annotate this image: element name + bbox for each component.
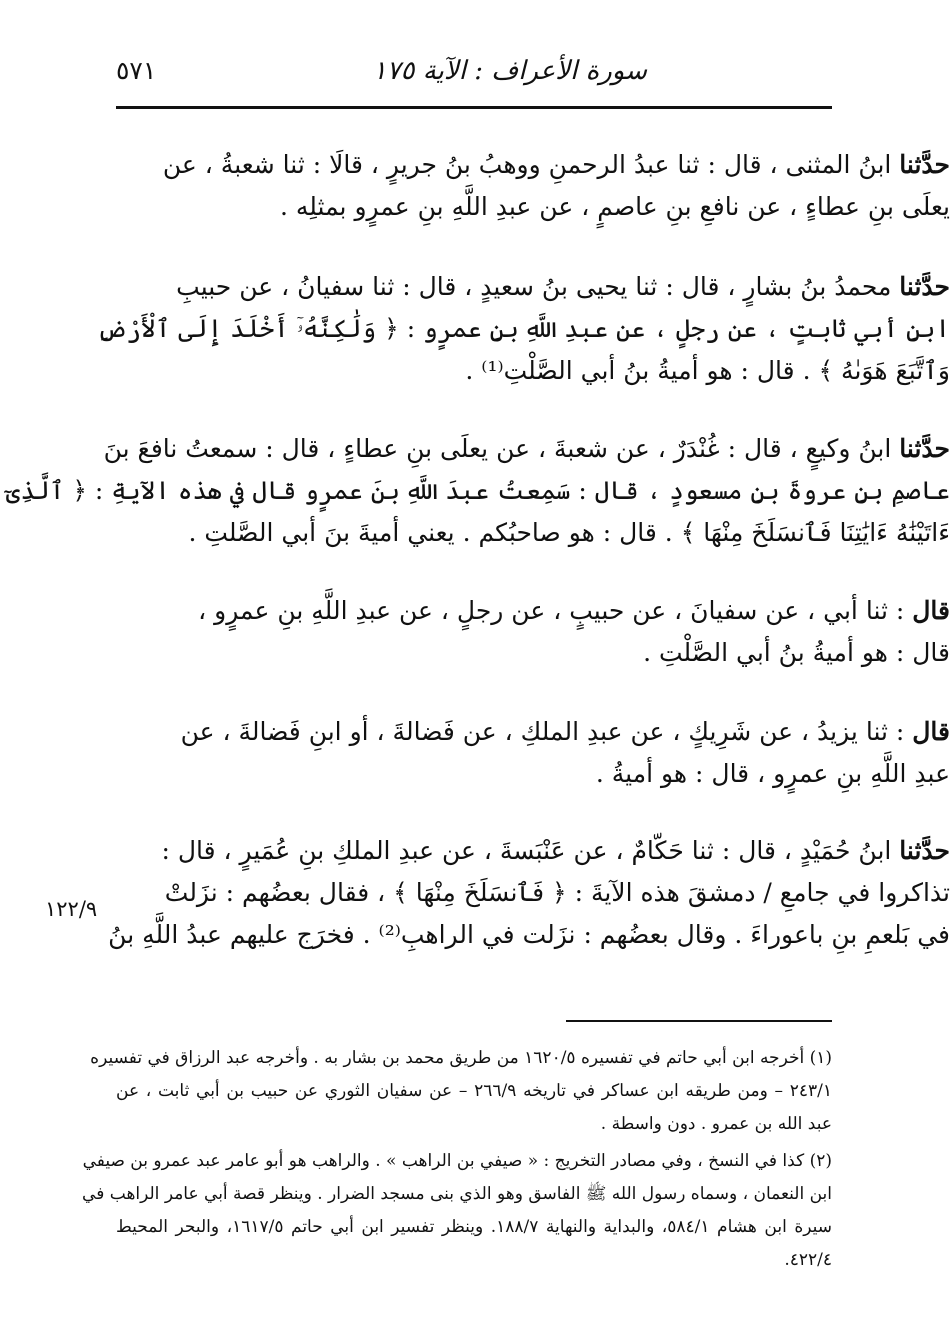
line-text: ابنِ أبي ثابتٍ ، عن رجلٍ ، عن عبدِ اللَّهِ بنِ عمرٍو : ﴿ وَلَٰكِنَّهُۥٓ أَخْلَدَ إِلَى ٱلْأَرْضِ <box>97 314 950 343</box>
header-rule <box>116 106 832 109</box>
text-line <box>234 754 950 794</box>
text-line <box>108 915 950 955</box>
line-text: ابنُ حُمَيْدٍ ، قال : ثنا حَكّامٌ ، عن عَنْبَسةَ ، عن عبدِ الملكِ بنِ عُمَيرٍ ، قال : <box>161 836 900 865</box>
footnote-line: سيرة ابن هشام ٥٨٤/١، والبداية والنهاية ١٨٨/٧. وينظر تفسير ابن أبي حاتم ١٦١٧/٥، والبحر المحيط <box>116 1217 832 1237</box>
line-text: عاصمِ بنِ عروةَ بنِ مسعودٍ ، قال : سَمِعتُ عبدَ اللَّهِ بنَ عمرٍو قال في هذه الآيةِ : ﴿ ٱلَّذِىٓ <box>5 476 950 505</box>
line-text: عبدِ اللَّهِ بنِ عمرٍو ، قال : هو أميةُ . <box>595 759 950 788</box>
isnad-lead: قال <box>912 596 950 625</box>
text-line <box>234 187 950 227</box>
running-header <box>116 50 832 94</box>
text-line <box>103 429 950 469</box>
footnote-line: ٤٢٢/٤. <box>784 1250 832 1270</box>
text-line <box>188 513 950 553</box>
isnad-lead: حدَّثنا <box>899 272 950 301</box>
line-text: ءَاتَيْنَٰهُ ءَايَٰتِنَا فَٱنسَلَخَ مِنْهَا ﴾ . قال : هو صاحبُكم . يعني أميةَ بنَ أبي الصَّلتِ . <box>188 518 950 547</box>
text-line <box>97 309 950 349</box>
isnad-lead: قال <box>912 717 950 746</box>
line-text: وَٱتَّبَعَ هَوَىٰهُ ﴾ . قال : هو أميةُ بنُ أبي الصَّلْتِ⁽¹⁾ . <box>465 356 950 385</box>
line-text: في بَلعمِ بنِ باعوراءَ . وقال بعضُهم : نزَلت في الراهبِ⁽²⁾ . فخرَج عليهم عبدُ اللَّهِ بنُ <box>108 920 950 949</box>
text-line <box>234 351 950 391</box>
text-line <box>176 267 950 307</box>
isnad-lead: حدَّثنا <box>899 150 950 179</box>
line-text: قال : هو أميةُ بنُ أبي الصَّلْتِ . <box>643 638 950 667</box>
line-text: : ثنا يزيدُ ، عن شَرِيكٍ ، عن عبدِ الملكِ ، عن فَضالةَ ، أو ابنِ فَضالةَ ، عن <box>180 717 913 746</box>
margin-reference: ١٢٢/٩ <box>45 897 98 921</box>
footnote-separator <box>566 1020 832 1022</box>
line-text: محمدُ بنُ بشارٍ ، قال : ثنا يحيى بنُ سعيدٍ ، قال : ثنا سفيانُ ، عن حبيبِ <box>176 272 900 301</box>
text-line <box>180 712 950 752</box>
text-line <box>234 633 950 673</box>
text-line <box>164 873 950 913</box>
line-text: يعلَى بنِ عطاءٍ ، عن نافعِ بنِ عاصمٍ ، عن عبدِ اللَّهِ بنِ عمرٍو بمثلِه . <box>279 192 950 221</box>
header-title: سورة الأعراف : الآية ١٧٥ <box>372 56 647 86</box>
text-line <box>198 591 950 631</box>
text-line <box>161 831 950 871</box>
isnad-lead: حدَّثنا <box>899 836 950 865</box>
footnote-line: (١) أخرجه ابن أبي حاتم في تفسيره ١٦٢٠/٥ من طريق محمد بن بشار به . وأخرجه عبد الرزاق في تفسيره <box>90 1048 832 1068</box>
isnad-lead: حدَّثنا <box>899 434 950 463</box>
text-line <box>5 471 950 511</box>
line-text: ابنُ وكيعٍ ، قال : غُنْدَرٌ ، عن شعبةَ ، عن يعلَى بنِ عطاءٍ ، قال : سمعتُ نافعَ بنَ <box>103 434 900 463</box>
text-line <box>162 145 950 185</box>
line-text: : ثنا أبي ، عن سفيانَ ، عن حبيبٍ ، عن رجلٍ ، عن عبدِ اللَّهِ بنِ عمرٍو ، <box>198 596 913 625</box>
footnote-line: ٢٤٣/١ – ومن طريقه ابن عساكر في تاريخه ٢٦٦/٩ – عن سفيان الثوري عن حبيب بن أبي ثابت ، عن <box>116 1081 832 1101</box>
page-number: ٥٧١ <box>116 56 157 85</box>
line-text: ابنُ المثنى ، قال : ثنا عبدُ الرحمنِ ووهبُ بنُ جريرٍ ، قالَا : ثنا شعبةُ ، عن <box>162 150 900 179</box>
footnote-line: (٢) كذا في النسخ ، وفي مصادر التخريج : « صيفي بن الراهب » . والراهب هو أبو عامر عبد عمرو بن صيفي <box>82 1151 832 1171</box>
line-text: تذاكروا في جامعِ / دمشقَ هذه الآيةَ : ﴿ فَٱنسَلَخَ مِنْهَا ﴾ ، فقال بعضُهم : نزَلتْ <box>164 878 950 907</box>
footnote-line: ابن النعمان ، وسماه رسول الله ﷺ الفاسق وهو الذي بنى مسجد الضرار . وينظر قصة أبي عامر الراهب في <box>82 1184 832 1204</box>
footnote-line: عبد الله بن عمرو . دون واسطة . <box>600 1114 832 1134</box>
